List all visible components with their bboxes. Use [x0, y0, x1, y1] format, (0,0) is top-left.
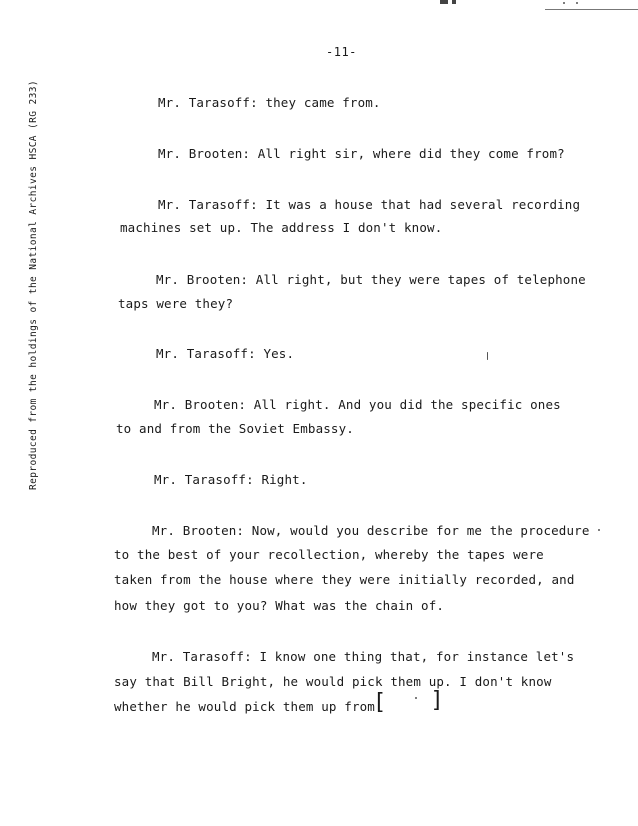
- transcript-line: taps were they?: [118, 296, 234, 311]
- scan-speck: [415, 697, 417, 699]
- transcript-line: to and from the Soviet Embassy.: [116, 421, 354, 436]
- scan-speck: [563, 2, 565, 4]
- transcript-line: Mr. Tarasoff: Right.: [154, 472, 308, 487]
- archive-source-note: Reproduced from the holdings of the National Archives HSCA (RG 233): [28, 79, 39, 490]
- transcript-line: taken from the house where they were initially recorded, and: [114, 572, 575, 587]
- transcript-line: how they got to you? What was the chain of.: [114, 598, 445, 613]
- transcript-line: Mr. Brooten: Now, would you describe for me the procedure: [152, 523, 590, 538]
- transcript-line: machines set up. The address I don't know.: [120, 220, 443, 235]
- transcript-line: Mr. Brooten: All right sir, where did they come from?: [158, 146, 565, 161]
- transcript-line: to the best of your recollection, whereby the tapes were: [114, 547, 544, 562]
- redaction-bracket-close: ]: [432, 688, 441, 713]
- transcript-line: Mr. Tarasoff: I know one thing that, for instance let's: [152, 649, 575, 664]
- transcript-line: Mr. Tarasoff: It was a house that had several recording: [158, 197, 581, 212]
- transcript-line: Mr. Brooten: All right. And you did the specific ones: [154, 397, 561, 412]
- redaction-bracket-open: [: [376, 690, 385, 715]
- scan-speck: [576, 2, 578, 4]
- page-number: -11-: [326, 45, 357, 59]
- scan-mark: [452, 0, 456, 4]
- transcript-line: Mr. Tarasoff: they came from.: [158, 95, 381, 110]
- transcript-line: Mr. Brooten: All right, but they were tapes of telephone: [156, 272, 586, 287]
- scan-speck: [598, 529, 600, 531]
- transcript-line: say that Bill Bright, he would pick them up. I don't know: [114, 674, 552, 689]
- scan-mark: [440, 0, 448, 4]
- page-top-edge: [545, 9, 638, 10]
- scan-speck: [487, 352, 488, 360]
- transcript-line: Mr. Tarasoff: Yes.: [156, 346, 295, 361]
- transcript-line: whether he would pick them up from: [114, 699, 375, 714]
